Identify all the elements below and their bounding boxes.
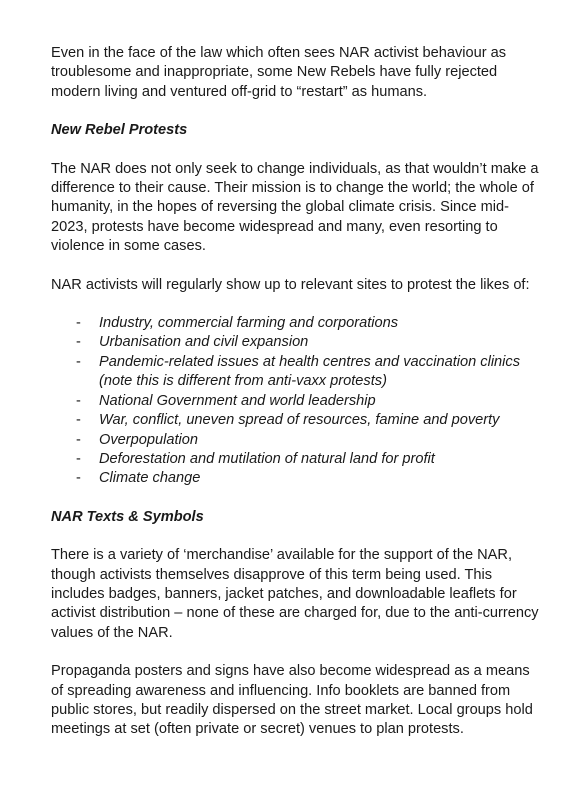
list-item-text: Deforestation and mutilation of natural land for profit bbox=[99, 450, 435, 467]
bullet-dash: - bbox=[76, 450, 81, 467]
list-item bbox=[51, 411, 541, 430]
list-item bbox=[51, 450, 541, 469]
protests-lead-paragraph: NAR activists will regularly show up to relevant sites to protest the likes of: bbox=[51, 276, 530, 293]
list-item-text: War, conflict, uneven spread of resources, famine and poverty bbox=[99, 412, 500, 429]
merch-paragraph: There is a variety of ‘merchandise’ available for the support of the NAR, though activists themselves disapprove of this term being used. This includes badges, banners, jacket patches, and downloadable leaflets for activist distribution – none of these are charged for, due to the anti-currency values of the NAR. bbox=[51, 547, 539, 641]
list-item bbox=[51, 333, 541, 352]
protests-body-paragraph: The NAR does not only seek to change individuals, as that wouldn’t make a difference to their cause. Their mission is to change the world; the whole of humanity, in the hopes of reversing the global climate crisis. Since mid-2023, protests have become widespread and many, even resorting to violence in some cases. bbox=[51, 160, 539, 255]
list-item-text: Climate change bbox=[99, 470, 201, 487]
list-item bbox=[51, 353, 541, 392]
list-item bbox=[51, 314, 541, 333]
bullet-dash: - bbox=[76, 334, 81, 351]
heading-new-rebel-protests: New Rebel Protests bbox=[51, 122, 188, 139]
bullet-dash: - bbox=[76, 353, 81, 370]
bullet-dash: - bbox=[76, 392, 81, 409]
protest-targets-list bbox=[51, 314, 541, 489]
propaganda-paragraph: Propaganda posters and signs have also become widespread as a means of spreading awareness and influencing. Info booklets are banned from public stores, but readily dispersed on the street market. Local groups hold meetings at set (often private or secret) venues to plan protests. bbox=[51, 663, 533, 738]
list-item bbox=[51, 469, 541, 488]
list-item-text: Pandemic-related issues at health centres and vaccination clinics (note this is different from anti-vaxx protests) bbox=[99, 353, 521, 390]
list-item-text: Industry, commercial farming and corporations bbox=[99, 315, 399, 332]
bullet-dash: - bbox=[76, 431, 81, 448]
bullet-dash: - bbox=[76, 315, 81, 332]
heading-nar-texts-symbols: NAR Texts & Symbols bbox=[51, 508, 204, 525]
document-page bbox=[51, 44, 541, 740]
list-item-text: Overpopulation bbox=[99, 431, 198, 448]
bullet-dash: - bbox=[76, 412, 81, 429]
list-item-text: National Government and world leadership bbox=[99, 392, 376, 409]
list-item-text: Urbanisation and civil expansion bbox=[99, 334, 309, 351]
bullet-dash: - bbox=[76, 470, 81, 487]
intro-paragraph: Even in the face of the law which often sees NAR activist behaviour as troublesome and inappropriate, some New Rebels have fully rejected modern living and ventured off-grid to “restart” as humans. bbox=[51, 45, 507, 100]
list-item bbox=[51, 392, 541, 411]
list-item bbox=[51, 431, 541, 450]
